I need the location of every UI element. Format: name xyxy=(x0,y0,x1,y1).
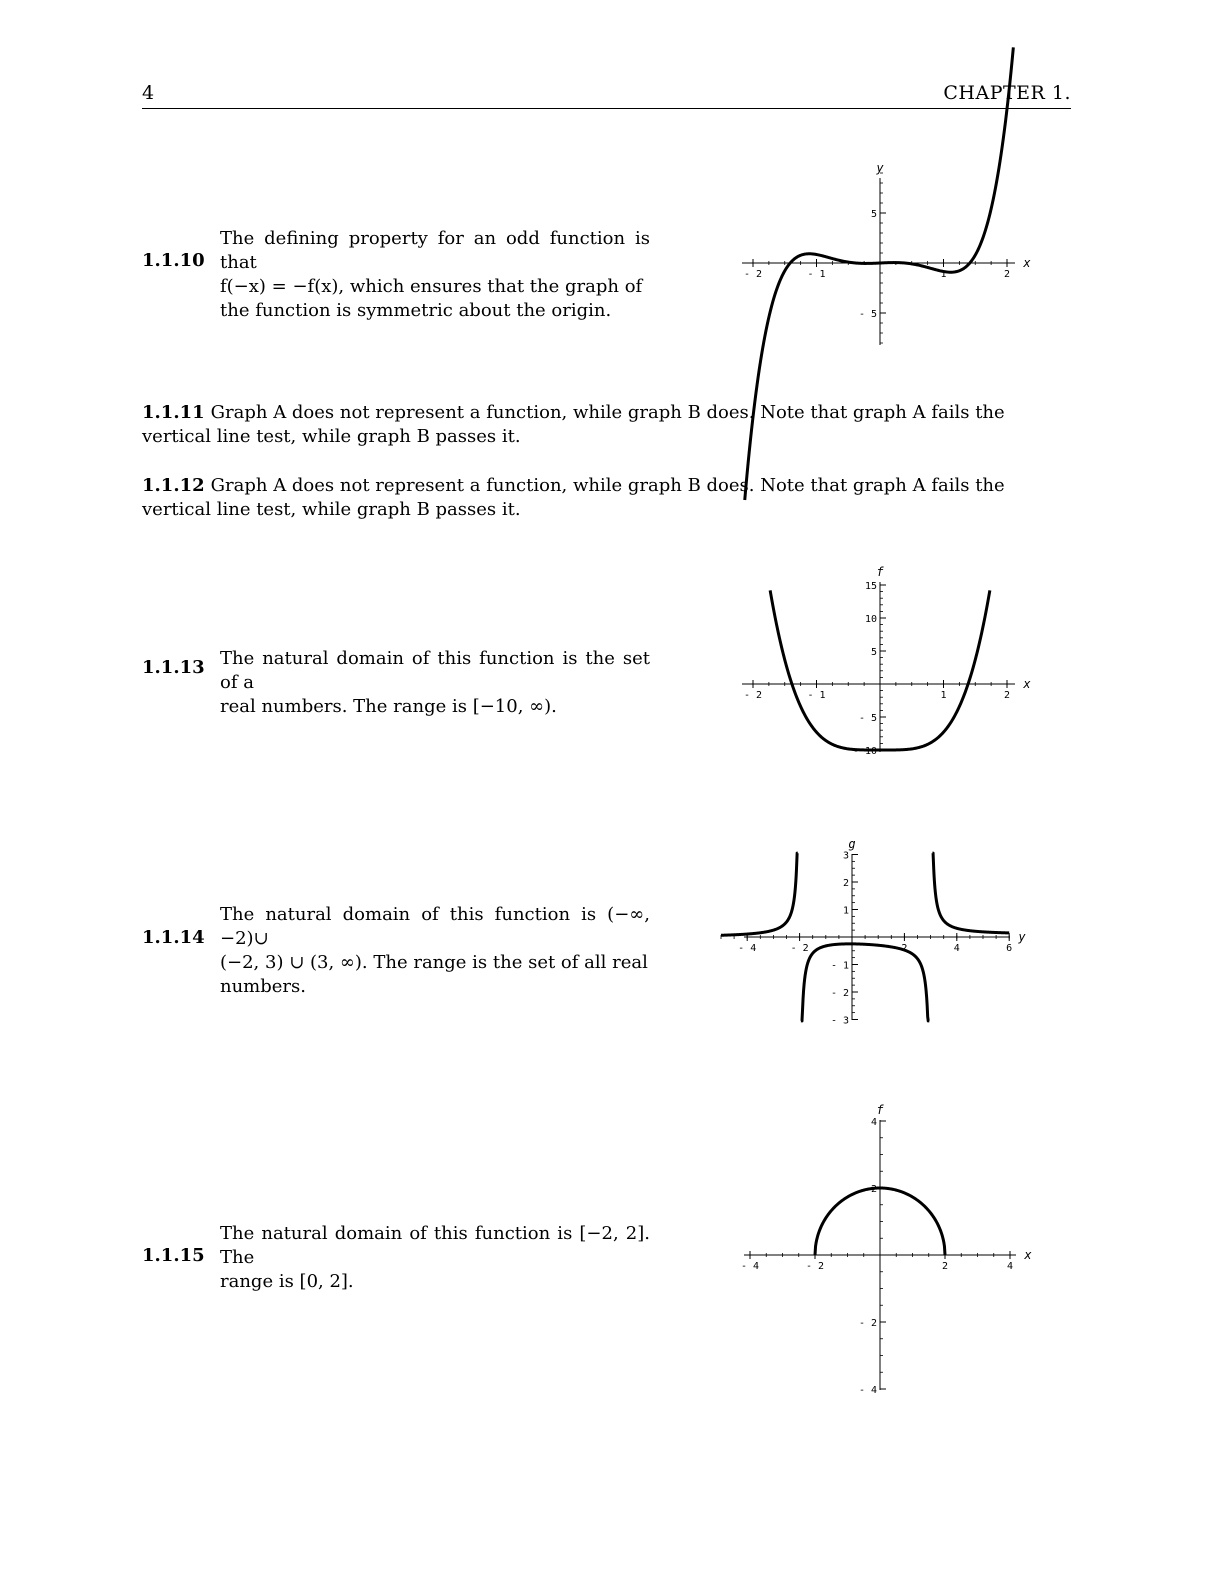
text-line: real numbers. The range is [−10, ∞). xyxy=(220,696,557,717)
y-tick-label: - 5 xyxy=(858,713,877,724)
x-axis-label: x xyxy=(1024,1248,1032,1262)
problem-text xyxy=(220,647,650,719)
y-axis-label: g xyxy=(848,837,856,851)
y-tick-label: 4 xyxy=(870,1117,877,1128)
y-tick-label: - 3 xyxy=(830,1015,849,1027)
problem-1-1-12 xyxy=(142,474,1071,522)
x-tick-label: - 2 xyxy=(743,690,763,701)
text-line: The natural domain of this function is (−∞, −2)∪ xyxy=(220,904,650,949)
problem-text: Graph A does not represent a function, while graph B does. Note that graph A fails the vertical line test, while graph B passes it. xyxy=(142,402,1005,447)
x-tick-label: 4 xyxy=(953,943,960,954)
x-tick-label: 2 xyxy=(901,943,908,954)
x-tick-label: 1 xyxy=(940,690,947,701)
y-tick-label: 3 xyxy=(842,850,849,862)
x-tick-label: - 4 xyxy=(738,943,757,954)
x-tick-label: - 1 xyxy=(807,269,826,280)
problem-number: 1.1.13 xyxy=(142,657,205,678)
x-tick-label: 2 xyxy=(1003,690,1011,701)
x-tick-label: - 2 xyxy=(805,1261,825,1272)
y-tick-label: - 2 xyxy=(858,1318,877,1329)
y-tick-label: 2 xyxy=(870,1184,877,1195)
problem-number: 1.1.10 xyxy=(142,250,205,271)
y-tick-label: 1 xyxy=(842,905,849,917)
y-axis-label: f xyxy=(876,565,884,579)
x-axis-label: x xyxy=(1023,256,1031,270)
function-curve xyxy=(932,853,1009,933)
problem-number: 1.1.12 xyxy=(142,475,205,496)
text-line: The defining property for an odd function is that xyxy=(220,228,650,273)
chapter-title: CHAPTER 1. xyxy=(943,82,1071,104)
y-tick-label: 5 xyxy=(870,647,877,658)
y-axis-label: y xyxy=(876,161,884,175)
x-tick-label: 4 xyxy=(1006,1261,1014,1272)
x-tick-label: - 2 xyxy=(743,269,763,280)
rational-function-graph xyxy=(730,830,1040,1025)
function-curve xyxy=(721,853,798,935)
x-tick-label: - 4 xyxy=(740,1261,760,1272)
y-tick-label: - 5 xyxy=(858,309,877,320)
problem-text xyxy=(220,903,650,999)
text-line: The natural domain of this function is the set of a xyxy=(220,648,650,693)
x-tick-label: 2 xyxy=(941,1261,949,1272)
problem-number: 1.1.15 xyxy=(142,1245,205,1266)
problem-number: 1.1.11 xyxy=(142,402,205,423)
y-tick-label: 5 xyxy=(870,209,877,220)
function-curve xyxy=(801,944,929,1021)
text-line: numbers. xyxy=(220,976,306,997)
problem-text: Graph A does not represent a function, while graph B does. Note that graph A fails the vertical line test, while graph B passes it. xyxy=(142,475,1005,520)
y-tick-label: 10 xyxy=(864,614,877,625)
quartic-function-graph xyxy=(730,560,1040,760)
y-tick-label: - 1 xyxy=(830,960,849,972)
page-header xyxy=(142,82,1071,109)
x-tick-label: - 1 xyxy=(807,690,826,701)
problem-text xyxy=(220,227,650,323)
x-tick-label: 6 xyxy=(1006,943,1013,954)
problem-text xyxy=(220,1222,650,1294)
odd-function-graph xyxy=(730,160,1040,350)
x-tick-label: - 2 xyxy=(790,943,809,954)
y-tick-label: - 4 xyxy=(858,1385,877,1396)
page-number: 4 xyxy=(142,82,155,104)
x-axis-label: x xyxy=(1023,677,1031,691)
x-axis-label: y xyxy=(1018,930,1026,944)
y-tick-label: - 10 xyxy=(852,746,877,757)
problem-1-1-11 xyxy=(142,401,1071,449)
x-tick-label: 1 xyxy=(940,269,947,280)
text-line: The natural domain of this function is [−2, 2]. The xyxy=(220,1223,650,1268)
x-tick-label: 2 xyxy=(1003,269,1011,280)
semicircle-graph xyxy=(730,1100,1040,1400)
y-axis-label: f xyxy=(876,1103,884,1117)
y-tick-label: - 2 xyxy=(830,988,849,999)
y-tick-label: 15 xyxy=(864,581,877,592)
text-line: the function is symmetric about the origin. xyxy=(220,300,612,321)
problem-number: 1.1.14 xyxy=(142,927,205,948)
text-line: f(−x) = −f(x), which ensures that the graph of xyxy=(220,276,643,297)
text-line: (−2, 3) ∪ (3, ∞). The range is the set of all real xyxy=(220,952,648,973)
y-tick-label: 2 xyxy=(842,878,849,889)
text-line: range is [0, 2]. xyxy=(220,1271,354,1292)
